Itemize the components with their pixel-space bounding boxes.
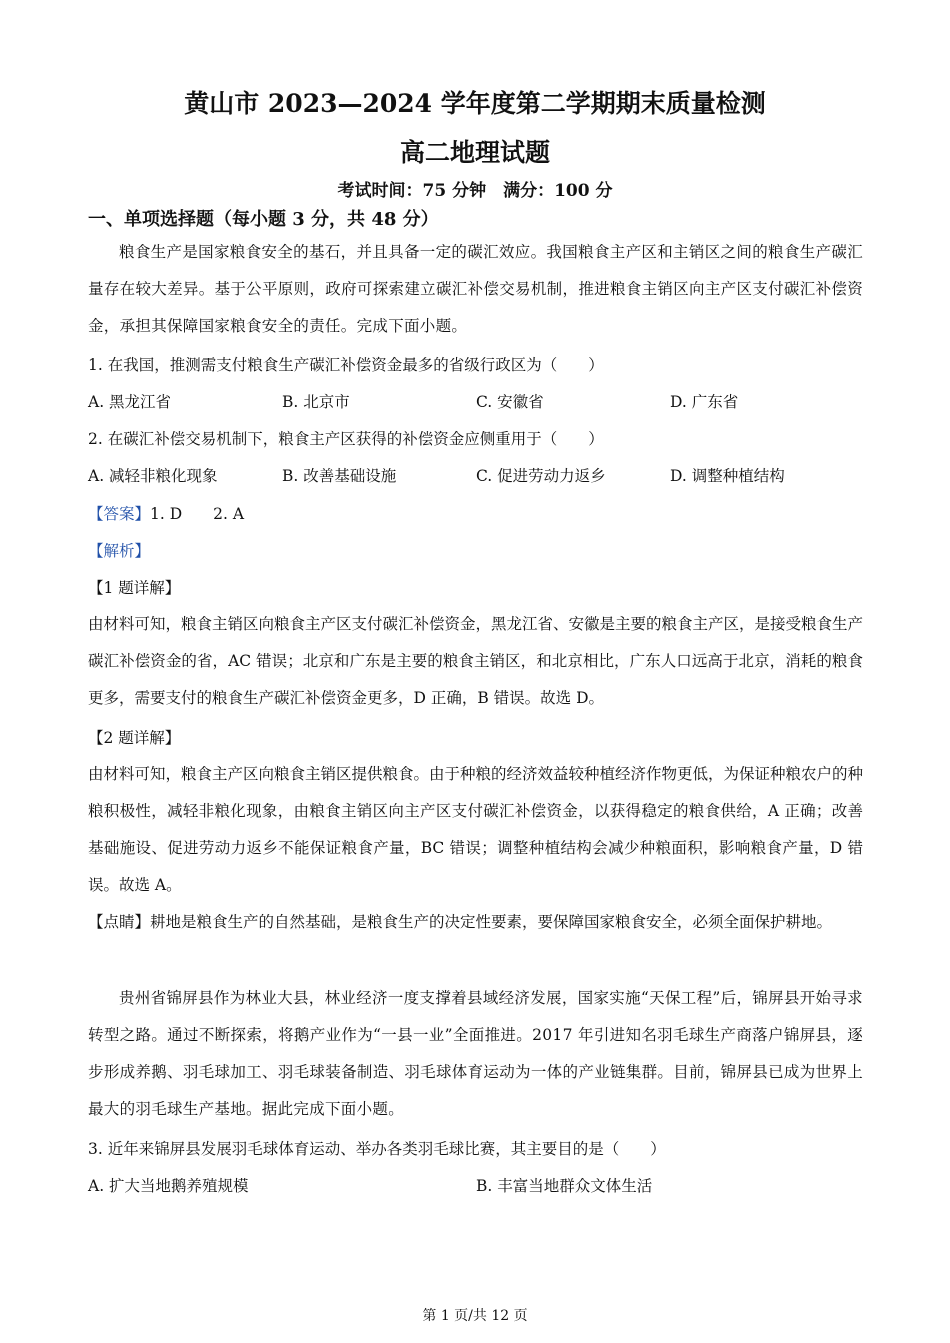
tip-text: 耕地是粮食生产的自然基础，是粮食生产的决定性要素，要保障国家粮食安全，必须全面保护耕地。 — [150, 913, 833, 931]
analysis-tag: 【解析】 — [88, 542, 151, 560]
question-2-stem: 2. 在碳汇补偿交易机制下，粮食主产区获得的补偿资金应侧重用于（ ） — [88, 430, 604, 448]
q3-option-b: B. 丰富当地群众文体生活 — [476, 1177, 653, 1195]
detail-1-text: 由材料可知，粮食主销区向粮食主产区支付碳汇补偿资金，黑龙江省、安徽是主要的粮食主产区，是接受粮食生产碳汇补偿资金的省，AC 错误；北京和广东是主要的粮食主销区，和北京相比，广东人口远高于北京，消耗的粮食更多，需要支付的粮食生产碳汇补偿资金更多，D 正确，B 错误。故选 D。 — [88, 615, 864, 707]
tip-tag: 【点睛】 — [88, 913, 151, 931]
q1-option-a: A. 黑龙江省 — [88, 393, 172, 411]
q2-option-d: D. 调整种植结构 — [670, 467, 785, 485]
detail-1-tag: 【1 题详解】 — [88, 579, 181, 597]
detail-2-tag: 【2 题详解】 — [88, 729, 181, 747]
page-number: 第 1 页/共 12 页 — [422, 1308, 528, 1324]
section-heading: 一、单项选择题（每小题 3 分，共 48 分） — [88, 209, 439, 230]
q3-option-a: A. 扩大当地鹅养殖规模 — [88, 1177, 249, 1195]
q1-option-b: B. 北京市 — [282, 393, 350, 411]
question-1-stem: 1. 在我国，推测需支付粮食生产碳汇补偿资金最多的省级行政区为（ ） — [88, 356, 604, 374]
material-paragraph-2: 贵州省锦屏县作为林业大县，林业经济一度支撑着县域经济发展，国家实施“天保工程”后，锦屏县开始寻求转型之路。通过不断探索，将鹅产业作为“一县一业”全面推进。2017 年引进知名羽毛球生产商落户锦屏县，逐步形成养鹅、羽毛球加工、羽毛球装备制造、羽毛球体育运动为一体的产业链集群。目前，锦屏县已成为世界上最大的羽毛球生产基地。据此完成下面小题。 — [88, 989, 863, 1118]
material-paragraph-1: 粮食生产是国家粮食安全的基石，并且具备一定的碳汇效应。我国粮食主产区和主销区之间的粮食生产碳汇量存在较大差异。基于公平原则，政府可探索建立碳汇补偿交易机制，推进粮食主销区向主产区支付碳汇补偿资金，承担其保障国家粮食安全的责任。完成下面小题。 — [88, 243, 863, 335]
answer-text: 1. D 2. A — [150, 505, 245, 523]
q2-option-a: A. 减轻非粮化现象 — [88, 467, 218, 485]
answer-tag: 【答案】 — [88, 505, 151, 523]
q1-option-d: D. 广东省 — [670, 393, 739, 411]
exam-title: 黄山市 2023—2024 学年度第二学期期末质量检测 — [184, 89, 766, 118]
exam-subject-title: 高二地理试题 — [399, 138, 550, 167]
answer-line — [88, 502, 244, 524]
q1-option-c: C. 安徽省 — [476, 393, 544, 411]
exam-info: 考试时间：75 分钟 满分：100 分 — [337, 181, 613, 201]
tip-paragraph — [88, 904, 863, 941]
q2-option-b: B. 改善基础设施 — [282, 467, 397, 485]
question-3-stem: 3. 近年来锦屏县发展羽毛球体育运动、举办各类羽毛球比赛，其主要目的是（ ） — [88, 1140, 666, 1158]
q2-option-c: C. 促进劳动力返乡 — [476, 467, 606, 485]
detail-2-text: 由材料可知，粮食主产区向粮食主销区提供粮食。由于种粮的经济效益较种植经济作物更低，为保证种粮农户的种粮积极性，减轻非粮化现象，由粮食主销区向主产区支付碳汇补偿资金，以获得稳定的粮食供给，A 正确；改善基础施设、促进劳动力返乡不能保证粮食产量，BC 错误；调整种植结构会减少种粮面积，影响粮食产量，D 错误。故选 A。 — [88, 765, 864, 894]
